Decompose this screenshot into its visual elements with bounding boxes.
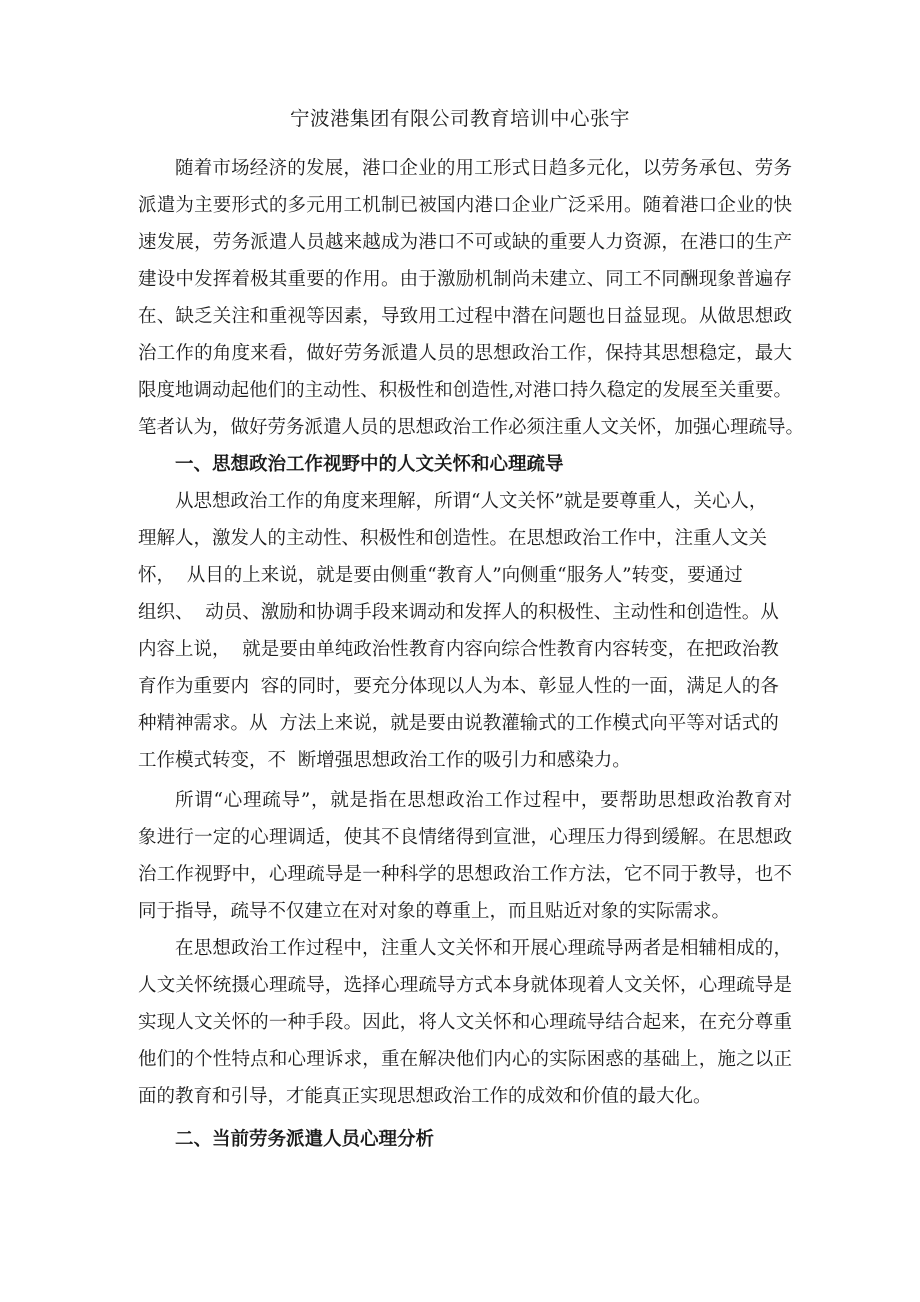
- paragraph-1-line-3: 速发展，劳务派遣人员越来越成为港口不可或缺的重要人力资源，在港口的生产: [138, 232, 792, 253]
- section-heading-2: 二、当前劳务派遣人员心理分析: [175, 1129, 435, 1150]
- paragraph-1-line-2: 派遣为主要形式的多元用工机制已被国内港口企业广泛采用。随着港口企业的快: [138, 195, 792, 216]
- paragraph-4-line-3: 实现人文关怀的一种手段。因此，将人文关怀和心理疏导结合起来，在充分尊重: [138, 1012, 792, 1033]
- paragraph-2-line-7: 种精神需求。从 方法上来说，就是要由说教灌输式的工作模式向平等对话式的: [138, 713, 779, 734]
- paragraph-2-line-2: 理解人，激发人的主动性、积极性和创造性。在思想政治工作中，注重人文关: [138, 528, 768, 549]
- paragraph-1-line-8: 笔者认为，做好劳务派遣人员的思想政治工作必须注重人文关怀，加强心理疏导。: [138, 417, 805, 438]
- paragraph-1-line-5: 在、缺乏关注和重视等因素，导致用工过程中潜在问题也日益显现。从做思想政: [138, 306, 792, 327]
- paragraph-1-line-1: 随着市场经济的发展，港口企业的用工形式日趋多元化，以劳务承包、劳务: [175, 158, 792, 179]
- paragraph-1-line-4: 建设中发挥着极其重要的作用。由于激励机制尚未建立、同工不同酬现象普遍存: [138, 269, 792, 290]
- paragraph-1-line-6: 治工作的角度来看，做好劳务派遣人员的思想政治工作，保持其思想稳定，最大: [138, 343, 792, 364]
- paragraph-2-line-5: 内容上说， 就是要由单纯政治性教育内容向综合性教育内容转变，在把政治教: [138, 639, 779, 660]
- paragraph-2-line-3: 怀， 从目的上来说，就是要由侧重“教育人”向侧重“服务人”转变，要通过: [138, 565, 743, 586]
- paragraph-2-line-6: 育作为重要内 容的同时，要充分体现以人为本、彰显人性的一面，满足人的各: [138, 676, 779, 697]
- paragraph-4-line-2: 人文关怀统摄心理疏导，选择心理疏导方式本身就体现着人文关怀，心理疏导是: [138, 975, 792, 996]
- paragraph-4-line-5: 面的教育和引导，才能真正实现思想政治工作的成效和价值的最大化。: [138, 1086, 712, 1107]
- paragraph-3-line-3: 治工作视野中，心理疏导是一种科学的思想政治工作方法，它不同于教导，也不: [138, 864, 792, 885]
- section-heading-1: 一、思想政治工作视野中的人文关怀和心理疏导: [175, 454, 564, 475]
- paragraph-4-line-4: 他们的个性特点和心理诉求，重在解决他们内心的实际困惑的基础上，施之以正: [138, 1049, 792, 1070]
- paragraph-3-line-1: 所谓“心理疏导”，就是指在思想政治工作过程中，要帮助思想政治教育对: [175, 790, 792, 811]
- paragraph-2-line-1: 从思想政治工作的角度来理解，所谓“人文关怀”就是要尊重人，关心人，: [175, 491, 768, 512]
- paragraph-4-line-1: 在思想政治工作过程中，注重人文关怀和开展心理疏导两者是相辅相成的，: [175, 938, 792, 959]
- paragraph-3-line-4: 同于指导，疏导不仅建立在对对象的尊重上，而且贴近对象的实际需求。: [138, 901, 731, 922]
- paragraph-2-line-4: 组织、 动员、激励和协调手段来调动和发挥人的积极性、主动性和创造性。从: [138, 602, 779, 623]
- paragraph-1-line-7: 限度地调动起他们的主动性、积极性和创造性,对港口持久稳定的发展至关重要。: [138, 380, 792, 401]
- paragraph-3-line-2: 象进行一定的心理调适，使其不良情绪得到宣泄，心理压力得到缓解。在思想政: [138, 827, 792, 848]
- document-title: 宁波港集团有限公司教育培训中心张宇: [289, 107, 630, 130]
- paragraph-2-line-8: 工作模式转变，不 断增强思想政治工作的吸引力和感染力。: [138, 750, 631, 771]
